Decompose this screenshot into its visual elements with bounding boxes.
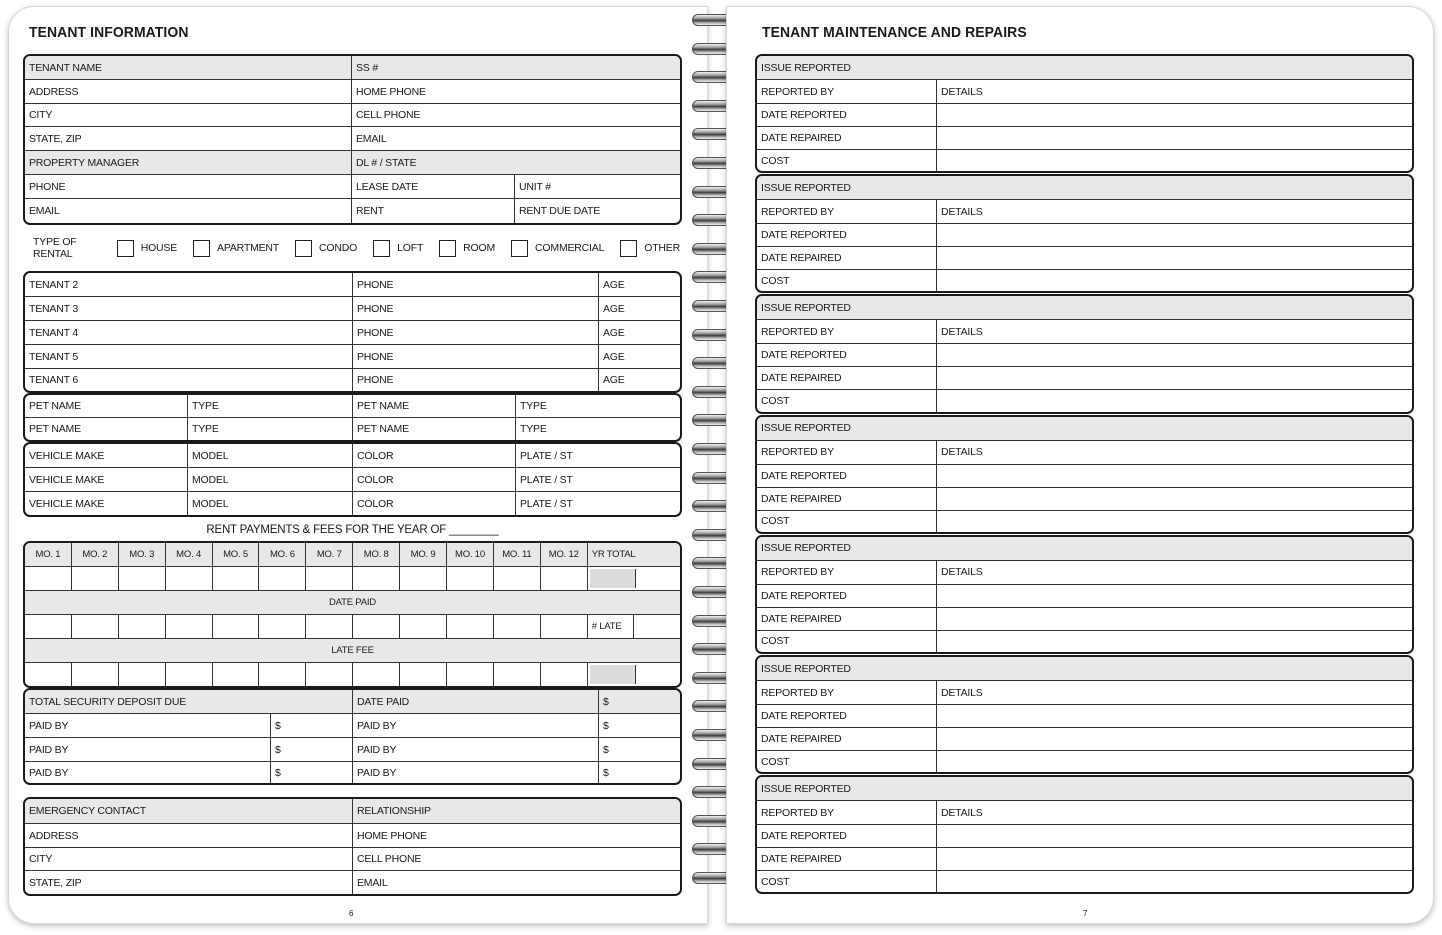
right-page-number: 7 bbox=[1083, 909, 1088, 918]
vehicle-plate-field[interactable]: PLATE / ST bbox=[520, 449, 573, 462]
rental-option-commercial[interactable] bbox=[511, 240, 604, 257]
month-header-7: MO. 7 bbox=[306, 543, 353, 566]
unit-field[interactable]: UNIT # bbox=[519, 180, 551, 193]
rental-option-house[interactable] bbox=[117, 240, 177, 257]
emergency-city-field[interactable]: CITY bbox=[25, 848, 353, 870]
vehicle-color-field[interactable]: COLOR bbox=[353, 444, 516, 467]
vehicle-model-field[interactable]: MODEL bbox=[188, 492, 353, 515]
deposit-amount-field[interactable]: $ bbox=[599, 690, 680, 713]
month-late-fee-cell[interactable] bbox=[306, 663, 353, 686]
details-line[interactable] bbox=[937, 270, 1412, 291]
phone-field[interactable]: PHONE bbox=[25, 175, 352, 198]
month-amount-cell[interactable] bbox=[400, 567, 447, 590]
cost-field[interactable]: COST bbox=[757, 511, 937, 532]
yr-total-cell[interactable] bbox=[590, 569, 636, 588]
emergency-address-field[interactable]: ADDRESS bbox=[25, 824, 353, 847]
option-label: LOFT bbox=[397, 242, 424, 254]
rental-option-loft[interactable] bbox=[373, 240, 423, 257]
details-field[interactable]: DETAILS bbox=[941, 205, 983, 218]
month-date-paid-cell[interactable] bbox=[72, 615, 119, 638]
address-field[interactable]: ADDRESS bbox=[25, 80, 352, 103]
pet-type-field[interactable]: TYPE bbox=[520, 400, 547, 412]
repair-block bbox=[755, 655, 1414, 774]
date-repaired-field[interactable]: DATE REPAIRED bbox=[757, 247, 937, 269]
details-line[interactable] bbox=[937, 390, 1412, 411]
pet-type-field[interactable]: TYPE bbox=[520, 423, 547, 435]
details-field[interactable]: DETAILS bbox=[941, 85, 983, 98]
tenant-4-field[interactable]: TENANT 4 bbox=[25, 321, 353, 344]
month-amount-cell[interactable] bbox=[494, 567, 541, 590]
left-page-title: TENANT INFORMATION bbox=[29, 24, 189, 41]
issue-reported-field[interactable]: ISSUE REPORTED bbox=[757, 296, 1412, 319]
emergency-contact-table bbox=[23, 797, 682, 896]
tenant-6-field[interactable]: TENANT 6 bbox=[25, 369, 353, 391]
month-amount-cell[interactable] bbox=[306, 567, 353, 590]
details-line[interactable] bbox=[937, 224, 1412, 246]
month-header-6: MO. 6 bbox=[259, 543, 306, 566]
details-field[interactable]: DETAILS bbox=[941, 446, 983, 459]
repair-block bbox=[755, 415, 1414, 534]
paid-by-field[interactable]: PAID BY bbox=[353, 762, 599, 783]
vehicle-color-field[interactable]: COLOR bbox=[353, 468, 516, 491]
details-line[interactable] bbox=[937, 247, 1412, 269]
reported-by-field[interactable]: REPORTED BY bbox=[757, 681, 937, 704]
tenant-3-field[interactable]: TENANT 3 bbox=[25, 297, 353, 320]
details-field[interactable]: DETAILS bbox=[941, 806, 983, 819]
month-date-paid-cell[interactable] bbox=[213, 615, 260, 638]
pet-name-field[interactable]: PET NAME bbox=[25, 418, 188, 440]
month-amount-cell[interactable] bbox=[213, 567, 260, 590]
vehicles-table bbox=[23, 442, 682, 517]
option-label: COMMERCIAL bbox=[535, 242, 605, 254]
deposit-date-paid-field[interactable]: DATE PAID bbox=[353, 690, 599, 713]
repair-block bbox=[755, 54, 1414, 173]
checkbox-icon[interactable] bbox=[620, 240, 637, 257]
details-line[interactable] bbox=[937, 585, 1412, 607]
repair-block bbox=[755, 535, 1414, 654]
rent-field[interactable]: RENT bbox=[352, 199, 515, 223]
rental-option-room[interactable] bbox=[439, 240, 495, 257]
date-repaired-field[interactable]: DATE REPAIRED bbox=[757, 488, 937, 510]
month-header-8: MO. 8 bbox=[353, 543, 400, 566]
rental-option-condo[interactable] bbox=[295, 240, 357, 257]
month-header-10: MO. 10 bbox=[447, 543, 494, 566]
month-amount-cell[interactable] bbox=[259, 567, 306, 590]
tenant-5-phone[interactable]: PHONE bbox=[353, 345, 599, 368]
rent-due-date-field[interactable]: RENT DUE DATE bbox=[519, 205, 601, 217]
checkbox-icon[interactable] bbox=[373, 240, 390, 257]
month-date-paid-cell[interactable] bbox=[166, 615, 213, 638]
option-label: OTHER bbox=[644, 242, 680, 254]
paid-amount-field[interactable]: $ bbox=[603, 766, 609, 779]
cost-field[interactable]: COST bbox=[757, 631, 937, 652]
month-amount-cell[interactable] bbox=[72, 567, 119, 590]
tenant-5-age[interactable]: AGE bbox=[603, 350, 625, 363]
late-fee-total-cell[interactable] bbox=[590, 665, 636, 684]
details-line[interactable] bbox=[937, 344, 1412, 366]
month-late-fee-cell[interactable] bbox=[166, 663, 213, 686]
rent-payments-table bbox=[23, 541, 682, 688]
checkbox-icon[interactable] bbox=[511, 240, 528, 257]
tenant-3-age[interactable]: AGE bbox=[603, 302, 625, 315]
checkbox-icon[interactable] bbox=[193, 240, 210, 257]
tenant-4-age[interactable]: AGE bbox=[603, 326, 625, 339]
paid-by-field[interactable]: PAID BY bbox=[25, 714, 271, 737]
vehicle-make-field[interactable]: VEHICLE MAKE bbox=[25, 492, 188, 515]
month-header-2: MO. 2 bbox=[72, 543, 119, 566]
pet-name-field[interactable]: PET NAME bbox=[25, 395, 188, 417]
cost-field[interactable]: COST bbox=[757, 871, 937, 892]
tenant-info-table bbox=[23, 54, 682, 225]
month-amount-cell[interactable] bbox=[353, 567, 400, 590]
details-line[interactable] bbox=[937, 848, 1412, 870]
emergency-email-field[interactable]: EMAIL bbox=[357, 876, 388, 889]
date-reported-field[interactable]: DATE REPORTED bbox=[757, 585, 937, 607]
month-date-paid-cell[interactable] bbox=[25, 615, 72, 638]
details-line[interactable] bbox=[937, 825, 1412, 847]
tenant-6-age[interactable]: AGE bbox=[603, 374, 625, 386]
yr-total-header: YR TOTAL bbox=[588, 543, 680, 566]
details-line[interactable] bbox=[937, 871, 1412, 892]
month-header-3: MO. 3 bbox=[119, 543, 166, 566]
month-late-fee-cell[interactable] bbox=[494, 663, 541, 686]
rental-option-apartment[interactable] bbox=[193, 240, 279, 257]
rental-option-other[interactable] bbox=[620, 240, 680, 257]
city-field[interactable]: CITY bbox=[25, 104, 352, 126]
date-repaired-field[interactable]: DATE REPAIRED bbox=[757, 127, 937, 149]
vehicle-plate-field[interactable]: PLATE / ST bbox=[520, 497, 573, 510]
option-label: APARTMENT bbox=[217, 242, 280, 254]
month-date-paid-cell[interactable] bbox=[306, 615, 353, 638]
date-repaired-field[interactable]: DATE REPAIRED bbox=[757, 848, 937, 870]
month-amount-cell[interactable] bbox=[119, 567, 166, 590]
issue-reported-field[interactable]: ISSUE REPORTED bbox=[757, 417, 1412, 440]
vehicle-model-field[interactable]: MODEL bbox=[188, 468, 353, 491]
vehicle-plate-field[interactable]: PLATE / ST bbox=[520, 473, 573, 486]
month-amount-cell[interactable] bbox=[166, 567, 213, 590]
month-amount-cell[interactable] bbox=[25, 567, 72, 590]
date-reported-field[interactable]: DATE REPORTED bbox=[757, 825, 937, 847]
month-date-paid-cell[interactable] bbox=[119, 615, 166, 638]
paid-by-field[interactable]: PAID BY bbox=[353, 714, 599, 737]
property-manager-field[interactable]: PROPERTY MANAGER bbox=[25, 151, 352, 174]
dl-state-field[interactable]: DL # / STATE bbox=[352, 151, 680, 174]
cell-phone-field[interactable]: CELL PHONE bbox=[356, 109, 421, 121]
month-header-1: MO. 1 bbox=[25, 543, 72, 566]
late-fee-total-cell-value[interactable] bbox=[638, 663, 680, 686]
late-fee-header: LATE FEE bbox=[25, 639, 680, 662]
reported-by-field[interactable]: REPORTED BY bbox=[757, 801, 937, 824]
paid-by-field[interactable]: PAID BY bbox=[25, 762, 271, 783]
emergency-cell-phone-field[interactable]: CELL PHONE bbox=[357, 853, 422, 865]
issue-reported-field[interactable]: ISSUE REPORTED bbox=[757, 777, 1412, 800]
email-field[interactable]: EMAIL bbox=[356, 132, 387, 145]
vehicle-color-field[interactable]: COLOR bbox=[353, 492, 516, 515]
home-phone-field[interactable]: HOME PHONE bbox=[356, 85, 426, 98]
month-header-5: MO. 5 bbox=[213, 543, 260, 566]
month-late-fee-cell[interactable] bbox=[259, 663, 306, 686]
num-late-cell[interactable]: # LATE bbox=[588, 615, 634, 638]
tenant-2-age[interactable]: AGE bbox=[603, 278, 625, 291]
month-late-fee-cell[interactable] bbox=[400, 663, 447, 686]
details-line[interactable] bbox=[937, 127, 1412, 149]
month-late-fee-cell[interactable] bbox=[353, 663, 400, 686]
emergency-contact-field[interactable]: EMERGENCY CONTACT bbox=[25, 799, 353, 823]
reported-by-field[interactable]: REPORTED BY bbox=[757, 80, 937, 103]
checkbox-icon[interactable] bbox=[295, 240, 312, 257]
cost-field[interactable]: COST bbox=[757, 150, 937, 171]
month-header-11: MO. 11 bbox=[494, 543, 541, 566]
tenant-6-phone[interactable]: PHONE bbox=[353, 369, 599, 391]
issue-reported-field[interactable]: ISSUE REPORTED bbox=[757, 537, 1412, 560]
month-header-9: MO. 9 bbox=[400, 543, 447, 566]
date-repaired-field[interactable]: DATE REPAIRED bbox=[757, 367, 937, 389]
repair-block bbox=[755, 174, 1414, 293]
date-reported-field[interactable]: DATE REPORTED bbox=[757, 224, 937, 246]
security-deposit-table bbox=[23, 688, 682, 785]
state-zip-field[interactable]: STATE, ZIP bbox=[25, 127, 352, 150]
month-date-paid-cell[interactable] bbox=[494, 615, 541, 638]
repair-block bbox=[755, 294, 1414, 413]
month-late-fee-cell[interactable] bbox=[447, 663, 494, 686]
checkbox-icon[interactable] bbox=[439, 240, 456, 257]
repair-block bbox=[755, 775, 1414, 894]
date-reported-field[interactable]: DATE REPORTED bbox=[757, 344, 937, 366]
cost-field[interactable]: COST bbox=[757, 270, 937, 291]
details-line[interactable] bbox=[937, 104, 1412, 126]
rental-type-label: TYPE OF RENTAL bbox=[33, 236, 77, 260]
month-late-fee-cell[interactable] bbox=[72, 663, 119, 686]
lease-date-field[interactable]: LEASE DATE bbox=[352, 175, 515, 198]
left-page-number: 6 bbox=[349, 909, 354, 918]
reported-by-field[interactable]: REPORTED BY bbox=[757, 320, 937, 343]
vehicle-make-field[interactable]: VEHICLE MAKE bbox=[25, 444, 188, 467]
pet-name-field[interactable]: PET NAME bbox=[353, 418, 516, 440]
option-label: CONDO bbox=[319, 242, 358, 254]
date-reported-field[interactable]: DATE REPORTED bbox=[757, 705, 937, 727]
tenant-4-phone[interactable]: PHONE bbox=[353, 321, 599, 344]
month-date-paid-cell[interactable] bbox=[400, 615, 447, 638]
pets-table bbox=[23, 393, 682, 442]
date-repaired-field[interactable]: DATE REPAIRED bbox=[757, 608, 937, 630]
paid-by-field[interactable]: PAID BY bbox=[353, 738, 599, 761]
issue-reported-field[interactable]: ISSUE REPORTED bbox=[757, 657, 1412, 680]
month-late-fee-cell[interactable] bbox=[213, 663, 260, 686]
details-line[interactable] bbox=[937, 367, 1412, 389]
month-date-paid-cell[interactable] bbox=[541, 615, 588, 638]
details-line[interactable] bbox=[937, 631, 1412, 652]
relationship-field[interactable]: RELATIONSHIP bbox=[353, 799, 680, 823]
paid-amount-field[interactable]: $ bbox=[603, 719, 609, 732]
paid-by-field[interactable]: PAID BY bbox=[25, 738, 271, 761]
details-field[interactable]: DETAILS bbox=[941, 566, 983, 579]
tenant-5-field[interactable]: TENANT 5 bbox=[25, 345, 353, 368]
month-date-paid-cell[interactable] bbox=[447, 615, 494, 638]
month-date-paid-cell[interactable] bbox=[259, 615, 306, 638]
details-field[interactable]: DETAILS bbox=[941, 686, 983, 699]
paid-amount-field[interactable]: $ bbox=[271, 714, 353, 737]
month-amount-cell[interactable] bbox=[447, 567, 494, 590]
details-line[interactable] bbox=[937, 751, 1412, 772]
details-field[interactable]: DETAILS bbox=[941, 325, 983, 338]
total-deposit-field[interactable]: TOTAL SECURITY DEPOSIT DUE bbox=[25, 690, 353, 713]
issue-reported-field[interactable]: ISSUE REPORTED bbox=[757, 56, 1412, 79]
details-line[interactable] bbox=[937, 488, 1412, 510]
date-paid-header: DATE PAID bbox=[25, 591, 680, 614]
tenant-name-field[interactable]: TENANT NAME bbox=[25, 56, 352, 79]
paid-amount-field[interactable]: $ bbox=[271, 738, 353, 761]
ss-field[interactable]: SS # bbox=[352, 56, 680, 79]
month-late-fee-cell[interactable] bbox=[119, 663, 166, 686]
month-late-fee-cell[interactable] bbox=[25, 663, 72, 686]
tenant-2-field[interactable]: TENANT 2 bbox=[25, 273, 353, 296]
month-date-paid-cell[interactable] bbox=[353, 615, 400, 638]
reported-by-field[interactable]: REPORTED BY bbox=[757, 561, 937, 584]
pet-type-field[interactable]: TYPE bbox=[188, 395, 353, 417]
details-line[interactable] bbox=[937, 150, 1412, 171]
details-line[interactable] bbox=[937, 728, 1412, 750]
emergency-home-phone-field[interactable]: HOME PHONE bbox=[357, 829, 427, 842]
date-repaired-field[interactable]: DATE REPAIRED bbox=[757, 728, 937, 750]
paid-amount-field[interactable]: $ bbox=[603, 743, 609, 756]
date-reported-field[interactable]: DATE REPORTED bbox=[757, 465, 937, 487]
pet-name-field[interactable]: PET NAME bbox=[353, 395, 516, 417]
rental-type-row bbox=[25, 238, 680, 258]
reported-by-field[interactable]: REPORTED BY bbox=[757, 441, 937, 464]
yr-total-cell-value[interactable] bbox=[638, 567, 680, 590]
emergency-state-zip-field[interactable]: STATE, ZIP bbox=[25, 871, 353, 894]
cost-field[interactable]: COST bbox=[757, 751, 937, 772]
pet-type-field[interactable]: TYPE bbox=[188, 418, 353, 440]
details-line[interactable] bbox=[937, 465, 1412, 487]
details-line[interactable] bbox=[937, 511, 1412, 532]
month-late-fee-cell[interactable] bbox=[541, 663, 588, 686]
cost-field[interactable]: COST bbox=[757, 390, 937, 411]
issue-reported-field[interactable]: ISSUE REPORTED bbox=[757, 176, 1412, 199]
vehicle-model-field[interactable]: MODEL bbox=[188, 444, 353, 467]
rent-payments-title: RENT PAYMENTS & FEES FOR THE YEAR OF ________ bbox=[206, 524, 499, 536]
reported-by-field[interactable]: REPORTED BY bbox=[757, 200, 937, 223]
tenant-3-phone[interactable]: PHONE bbox=[353, 297, 599, 320]
date-reported-field[interactable]: DATE REPORTED bbox=[757, 104, 937, 126]
option-label: ROOM bbox=[463, 242, 496, 254]
details-line[interactable] bbox=[937, 608, 1412, 630]
month-header-4: MO. 4 bbox=[166, 543, 213, 566]
email-field-2[interactable]: EMAIL bbox=[25, 199, 352, 223]
option-label: HOUSE bbox=[140, 242, 178, 254]
num-late-cell-value[interactable] bbox=[634, 615, 680, 638]
vehicle-make-field[interactable]: VEHICLE MAKE bbox=[25, 468, 188, 491]
month-header-12: MO. 12 bbox=[541, 543, 588, 566]
right-page-title: TENANT MAINTENANCE AND REPAIRS bbox=[762, 24, 1027, 41]
tenant-2-phone[interactable]: PHONE bbox=[353, 273, 599, 296]
details-line[interactable] bbox=[937, 705, 1412, 727]
paid-amount-field[interactable]: $ bbox=[271, 762, 353, 783]
month-amount-cell[interactable] bbox=[541, 567, 588, 590]
checkbox-icon[interactable] bbox=[117, 240, 134, 257]
additional-tenants-table bbox=[23, 271, 682, 393]
